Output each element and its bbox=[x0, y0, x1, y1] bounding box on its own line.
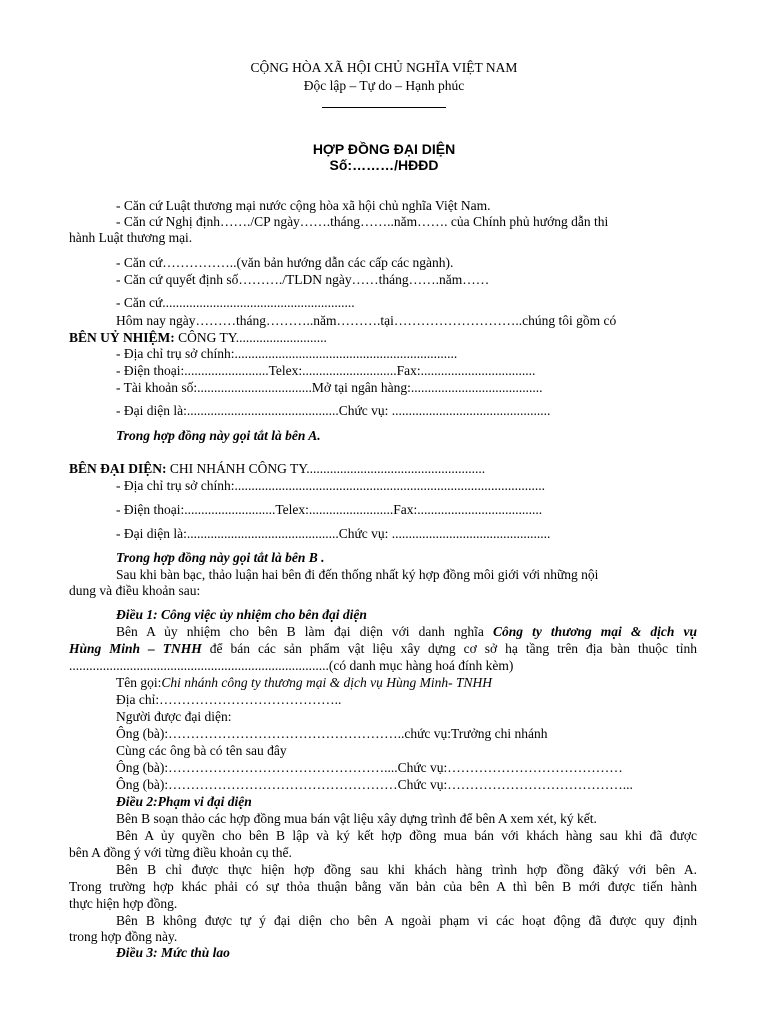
article-1-text: để bán các sản phẩm vật liệu xây dựng cơ sở hạ tầng trên địa bàn thuộc tỉnh bbox=[201, 641, 697, 656]
party-a-phone: - Điện thoại:.........................Telex:............................Fax:.................................. bbox=[116, 363, 536, 378]
party-b-label: BÊN ĐẠI DIỆN: bbox=[69, 461, 167, 476]
preamble-line: - Căn cứ......................................................... bbox=[116, 295, 355, 310]
party-b-company: CHI NHÁNH CÔNG TY..................................................... bbox=[166, 461, 486, 476]
article-2-paragraph: Bên B chỉ được thực hiện hợp đồng sau khi khách hàng trình hợp đồng đãký với bên A. bbox=[116, 862, 697, 877]
preamble-line: - Căn cứ quyết định số………./TLDN ngày……tháng…….năm…… bbox=[116, 272, 490, 287]
article-1-paragraph: .............................................................................(có danh mục hàng hoá đính kèm) bbox=[69, 658, 514, 673]
preamble-line: - Căn cứ……………..(văn bản hướng dẫn các cấp các ngành). bbox=[116, 255, 454, 270]
article-2-paragraph: thực hiện hợp đồng. bbox=[69, 896, 178, 911]
party-b-heading bbox=[69, 461, 485, 477]
represented-person-label: Người được đại diện: bbox=[116, 709, 232, 724]
article-1-paragraph bbox=[69, 641, 697, 657]
party-b-alias: Trong hợp đồng này gọi tắt là bên B . bbox=[116, 550, 325, 565]
company-name: Hùng Minh – TNHH bbox=[69, 641, 202, 656]
preamble-line: - Căn cứ Luật thương mại nước cộng hòa xã hội chủ nghĩa Việt Nam. bbox=[116, 198, 491, 213]
preamble-date-line: Hôm nay ngày………tháng………..năm……….tại………………………..chúng tôi gồm có bbox=[116, 313, 617, 328]
party-a-heading bbox=[69, 330, 327, 346]
branch-address: Địa chỉ:………………………………….. bbox=[116, 692, 342, 707]
article-1-text: Bên A ủy nhiệm cho bên B làm đại diện với danh nghĩa bbox=[116, 624, 493, 639]
party-a-address: - Địa chỉ trụ sở chính:.................................................................. bbox=[116, 346, 458, 361]
article-2-paragraph: Trong trường hợp khác phải có sự thỏa thuận bằng văn bản của bên A thì bên B mới được tiến hành bbox=[69, 879, 697, 894]
article-2-paragraph: Bên B soạn thảo các hợp đồng mua bán vật liệu xây dựng trình để bên A xem xét, ký kết. bbox=[116, 811, 597, 826]
party-b-representative: - Đại diện là:.............................................Chức vụ: ............................................... bbox=[116, 526, 551, 541]
party-a-company: CÔNG TY........................... bbox=[174, 330, 327, 345]
party-a-alias: Trong hợp đồng này gọi tắt là bên A. bbox=[116, 428, 321, 443]
intro-line: dung và điều khoản sau: bbox=[69, 583, 201, 598]
party-a-account: - Tài khoản số:..................................Mở tại ngân hàng:....................................... bbox=[116, 380, 543, 395]
branch-name-value: Chi nhánh công ty thương mại & dịch vụ Hùng Minh- TNHH bbox=[161, 675, 493, 690]
represented-person-line: Ông (bà):……………………………………………Chức vụ:…………………………………... bbox=[116, 777, 633, 792]
article-2-heading: Điều 2:Phạm vi đại diện bbox=[116, 794, 252, 809]
party-b-address: - Địa chỉ trụ sở chính:............................................................................................ bbox=[116, 478, 545, 493]
represented-person-line: Ông (bà):……………………………………………..chức vụ:Trưởng chi nhánh bbox=[116, 726, 548, 741]
represented-person-line: Ông (bà):…………………………………………....Chức vụ:………………………………… bbox=[116, 760, 623, 775]
others-line: Cùng các ông bà có tên sau đây bbox=[116, 743, 287, 758]
article-2-paragraph: trong hợp đồng này. bbox=[69, 929, 178, 944]
article-3-heading: Điều 3: Mức thù lao bbox=[116, 945, 230, 960]
document-number: Số:………/HĐĐD bbox=[329, 157, 439, 173]
motto: Độc lập – Tự do – Hạnh phúc bbox=[303, 78, 465, 93]
article-2-paragraph: bên A đồng ý với từng điều khoản cụ thể. bbox=[69, 845, 292, 860]
party-a-label: BÊN UỶ NHIỆM: bbox=[69, 330, 175, 345]
article-2-paragraph: Bên A ủy quyền cho bên B lập và ký kết hợp đồng mua bán với khách hàng sau khi đã được bbox=[116, 828, 697, 843]
intro-line: Sau khi bàn bạc, thảo luận hai bên đi đến thống nhất ký hợp đồng môi giới với những nội bbox=[116, 567, 599, 582]
company-name: Công ty thương mại & dịch vụ bbox=[492, 624, 698, 639]
preamble-line: hành Luật thương mại. bbox=[69, 230, 193, 245]
branch-name-label: Tên gọi: bbox=[116, 675, 162, 690]
document-title: HỢP ĐỒNG ĐẠI DIỆN bbox=[312, 141, 456, 157]
preamble-line: - Căn cứ Nghị định……./CP ngày…….tháng……..năm……. của Chính phủ hướng dẫn thi bbox=[116, 214, 609, 229]
header-divider bbox=[322, 107, 446, 108]
article-1-heading: Điều 1: Công việc ủy nhiệm cho bên đại diện bbox=[116, 607, 367, 622]
nation-header: CỘNG HÒA XÃ HỘI CHỦ NGHĨA VIỆT NAM bbox=[250, 60, 518, 75]
party-b-phone: - Điện thoại:...........................Telex:.........................Fax:..................................... bbox=[116, 502, 543, 517]
branch-name-line bbox=[116, 675, 492, 691]
article-1-paragraph bbox=[116, 624, 697, 640]
article-2-paragraph: Bên B không được tự ý đại diện cho bên A ngoài phạm vi các hoạt động đã được quy định bbox=[116, 913, 697, 928]
party-a-representative: - Đại diện là:.............................................Chức vụ: ............................................... bbox=[116, 403, 551, 418]
